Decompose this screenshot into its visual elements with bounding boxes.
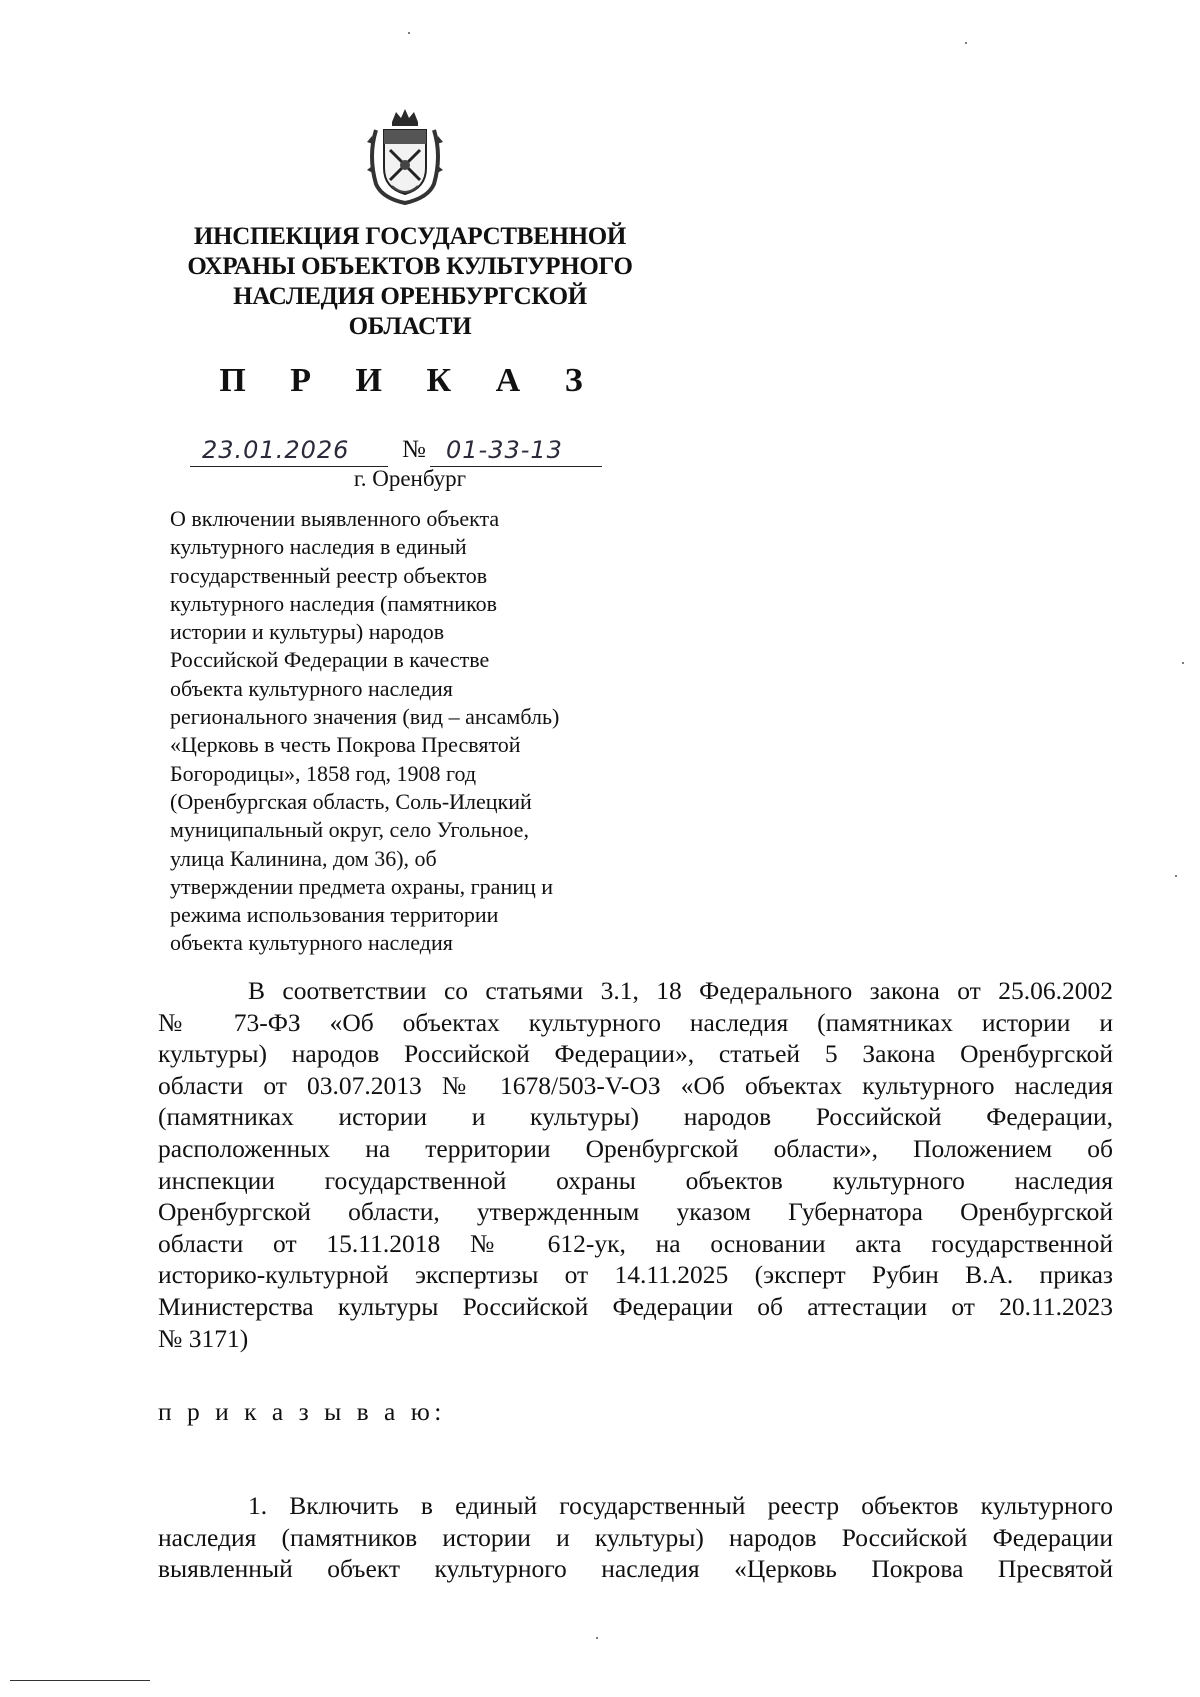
subject-line: регионального значения (вид – ансамбль) bbox=[170, 704, 560, 730]
subject-line: истории и культуры) народов bbox=[170, 619, 445, 645]
subject-line: «Церковь в честь Покрова Пресвятой bbox=[170, 732, 521, 758]
scan-speck bbox=[408, 32, 410, 34]
preamble-line: № 3171) bbox=[158, 1323, 249, 1353]
order-operative-word: п р и к а з ы в а ю: bbox=[158, 1397, 446, 1426]
subject-line: утверждении предмета охраны, границ и bbox=[170, 873, 554, 899]
preamble-line: № 73-ФЗ «Об объектах культурного наследия (памятниках истории и bbox=[158, 1007, 1113, 1037]
scan-speck bbox=[1182, 662, 1184, 664]
subject-line: Российской Федерации в качестве bbox=[170, 647, 490, 673]
date-field bbox=[190, 432, 388, 467]
preamble-line: инспекции государственной охраны объектов культурного наследия bbox=[158, 1165, 1113, 1195]
scan-speck bbox=[1175, 875, 1177, 877]
agency-name bbox=[180, 222, 640, 342]
coat-of-arms-icon bbox=[362, 106, 448, 206]
agency-name-line: ОБЛАСТИ bbox=[348, 313, 472, 340]
preamble-line: культуры) народов Российской Федерации», статьей 5 Закона Оренбургской bbox=[158, 1039, 1113, 1069]
preamble-line: Министерства культуры Российской Федерации об аттестации от 20.11.2023 bbox=[158, 1291, 1113, 1321]
preamble-paragraph bbox=[158, 975, 1113, 1354]
subject-line: государственный реестр объектов bbox=[170, 562, 488, 588]
subject-line: улица Калинина, дом 36), об bbox=[170, 845, 437, 871]
order-item-1 bbox=[158, 1490, 1113, 1585]
subject-line: объекта культурного наследия bbox=[170, 675, 453, 701]
date-handwritten: 23.01.2026 bbox=[202, 436, 350, 464]
preamble-line: историко-культурной экспертизы от 14.11.2025 (эксперт Рубин В.А. приказ bbox=[158, 1260, 1113, 1290]
scan-speck bbox=[965, 42, 967, 44]
subject-line: О включении выявленного объекта bbox=[170, 506, 500, 531]
preamble-line: области от 15.11.2018 № 612-ук, на основании акта государственной bbox=[158, 1228, 1113, 1258]
subject-line: объекта культурного наследия bbox=[170, 930, 453, 956]
number-field bbox=[430, 432, 602, 467]
number-handwritten: 01-33-13 bbox=[446, 436, 563, 464]
subject-line: культурного наследия (памятников bbox=[170, 590, 498, 616]
item-line: 1. Включить в единый государственный реестр объектов культурного bbox=[248, 1491, 1113, 1520]
preamble-line: В соответствии со статьями 3.1, 18 Федерального закона от 25.06.2002 bbox=[248, 976, 1113, 1005]
preamble-line: области от 03.07.2013 № 1678/503-V-ОЗ «Об объектах культурного наследия bbox=[158, 1070, 1113, 1100]
subject-block bbox=[170, 505, 610, 958]
number-label: № bbox=[402, 436, 426, 463]
item-line: наследия (памятников истории и культуры) народов Российской Федерации bbox=[158, 1522, 1113, 1552]
subject-line: режима использования территории bbox=[170, 902, 499, 928]
footnote-separator bbox=[10, 1680, 150, 1681]
preamble-line: расположенных на территории Оренбургской области», Положением об bbox=[158, 1133, 1113, 1163]
document-title: П Р И К А З bbox=[219, 362, 601, 399]
subject-line: муниципальный округ, село Угольное, bbox=[170, 817, 529, 843]
city: г. Оренбург bbox=[353, 466, 467, 491]
preamble-line: (памятниках истории и культуры) народов Российской Федерации, bbox=[158, 1102, 1113, 1132]
preamble-line: Оренбургской области, утвержденным указом Губернатора Оренбургской bbox=[158, 1197, 1113, 1227]
subject-line: (Оренбургская область, Соль-Илецкий bbox=[170, 788, 532, 814]
item-line: выявленный объект культурного наследия «Церковь Покрова Пресвятой bbox=[158, 1554, 1113, 1584]
subject-line: культурного наследия в единый bbox=[170, 534, 467, 560]
agency-name-line: ИНСПЕКЦИЯ ГОСУДАРСТВЕННОЙ bbox=[193, 223, 627, 250]
agency-name-line: ОХРАНЫ ОБЪЕКТОВ КУЛЬТУРНОГО bbox=[187, 253, 633, 280]
agency-name-line: НАСЛЕДИЯ ОРЕНБУРГСКОЙ bbox=[233, 283, 587, 310]
subject-line: Богородицы», 1858 год, 1908 год bbox=[170, 760, 477, 786]
scan-speck bbox=[596, 1637, 598, 1639]
